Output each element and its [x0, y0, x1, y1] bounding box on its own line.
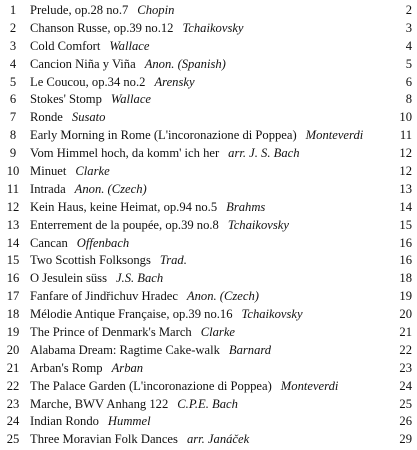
entry-number: 18	[6, 307, 20, 322]
entry-title: Mélodie Antique Française, op.39 no.16	[30, 307, 233, 322]
entry-title-group	[30, 235, 129, 253]
entry-page-number: 10	[399, 110, 412, 125]
entry-composer: Anon. (Spanish)	[144, 56, 226, 71]
entry-title-group	[30, 109, 105, 127]
entry-title: The Prince of Denmark's March	[30, 325, 192, 340]
entry-composer: Brahms	[226, 199, 266, 214]
entry-page-number: 6	[405, 74, 412, 89]
entry-number: 23	[6, 396, 20, 411]
entry-title: Ronde	[30, 110, 63, 125]
entry-title: Three Moravian Folk Dances	[30, 432, 178, 447]
entry-title-group	[30, 378, 338, 396]
toc-entry	[0, 360, 417, 378]
table-of-contents	[0, 2, 417, 449]
entry-composer: Arensky	[154, 74, 195, 89]
entry-title-group	[30, 413, 151, 431]
entry-title-group	[30, 342, 271, 360]
entry-page-number: 25	[399, 396, 412, 411]
toc-entry	[0, 396, 417, 414]
entry-title-group	[30, 2, 174, 20]
entry-title: The Palace Garden (L'incoronazione di Poppea)	[30, 378, 272, 393]
entry-title: Alabama Dream: Ragtime Cake-walk	[30, 342, 220, 357]
entry-composer: C.P.E. Bach	[177, 396, 238, 411]
entry-composer: Susato	[71, 110, 106, 125]
toc-entry	[0, 91, 417, 109]
toc-entry	[0, 270, 417, 288]
entry-composer: Tchaikovsky	[227, 217, 289, 232]
entry-page-number: 22	[399, 342, 412, 357]
toc-entry	[0, 2, 417, 20]
entry-title: Cancion Niña y Viña	[30, 56, 136, 71]
entry-composer: Clarke	[75, 164, 110, 179]
toc-entry	[0, 252, 417, 270]
toc-entry	[0, 74, 417, 92]
entry-title: Two Scottish Folksongs	[30, 253, 151, 268]
entry-composer: Hummel	[107, 414, 151, 429]
entry-title-group	[30, 270, 163, 288]
entry-number: 24	[6, 414, 20, 429]
toc-entry	[0, 181, 417, 199]
entry-title-group	[30, 74, 195, 92]
entry-title-group	[30, 91, 151, 109]
toc-entry	[0, 413, 417, 431]
entry-title: Marche, BWV Anhang 122	[30, 396, 169, 411]
entry-title-group	[30, 288, 259, 306]
toc-entry	[0, 235, 417, 253]
entry-number: 12	[6, 199, 20, 214]
entry-title: O Jesulein süss	[30, 271, 107, 286]
entry-number: 9	[9, 146, 17, 161]
entry-page-number: 11	[399, 128, 412, 143]
toc-entry	[0, 199, 417, 217]
entry-number: 15	[6, 253, 20, 268]
entry-number: 21	[6, 360, 20, 375]
entry-number: 8	[9, 128, 17, 143]
entry-page-number: 20	[399, 307, 412, 322]
entry-page-number: 23	[399, 360, 412, 375]
entry-title-group	[30, 217, 289, 235]
entry-page-number: 18	[399, 271, 412, 286]
entry-page-number: 14	[399, 199, 412, 214]
toc-entry	[0, 431, 417, 449]
entry-title: Fanfare of Jindřichuv Hradec	[30, 289, 178, 304]
entry-page-number: 16	[399, 253, 412, 268]
entry-title: Le Coucou, op.34 no.2	[30, 74, 146, 89]
entry-composer: Trad.	[159, 253, 187, 268]
entry-title: Intrada	[30, 181, 66, 196]
entry-title-group	[30, 38, 149, 56]
toc-entry	[0, 109, 417, 127]
entry-title: Minuet	[30, 164, 67, 179]
entry-number: 22	[6, 378, 20, 393]
toc-entry	[0, 378, 417, 396]
entry-title: Cold Comfort	[30, 38, 101, 53]
entry-title-group	[30, 127, 363, 145]
entry-page-number: 19	[399, 289, 412, 304]
toc-entry	[0, 217, 417, 235]
entry-title-group	[30, 252, 187, 270]
entry-number: 3	[9, 38, 17, 53]
entry-title-group	[30, 306, 303, 324]
entry-page-number: 8	[405, 92, 412, 107]
entry-page-number: 15	[399, 217, 412, 232]
entry-composer: Offenbach	[76, 235, 130, 250]
entry-title: Stokes' Stomp	[30, 92, 102, 107]
entry-title: Cancan	[30, 235, 68, 250]
entry-title: Arban's Romp	[30, 360, 103, 375]
entry-page-number: 26	[399, 414, 412, 429]
entry-number: 10	[6, 164, 20, 179]
entry-title: Chanson Russe, op.39 no.12	[30, 20, 174, 35]
entry-number: 14	[6, 235, 20, 250]
entry-number: 11	[6, 181, 20, 196]
entry-title-group	[30, 396, 238, 414]
toc-entry	[0, 145, 417, 163]
entry-page-number: 16	[399, 235, 412, 250]
entry-composer: Anon. (Czech)	[186, 289, 259, 304]
entry-composer: Wallace	[109, 38, 150, 53]
entry-title: Enterrement de la poupée, op.39 no.8	[30, 217, 219, 232]
entry-number: 25	[6, 432, 20, 447]
entry-page-number: 12	[399, 164, 412, 179]
entry-composer: Tchaikovsky	[182, 20, 244, 35]
toc-entry	[0, 288, 417, 306]
entry-title: Indian Rondo	[30, 414, 99, 429]
entry-number: 7	[9, 110, 17, 125]
entry-title-group	[30, 20, 244, 38]
entry-title-group	[30, 324, 235, 342]
toc-entry	[0, 324, 417, 342]
entry-number: 1	[9, 3, 17, 17]
entry-title-group	[30, 431, 249, 449]
entry-page-number: 12	[399, 146, 412, 161]
entry-number: 20	[6, 342, 20, 357]
toc-entry	[0, 56, 417, 74]
entry-number: 19	[6, 325, 20, 340]
entry-composer: Monteverdi	[280, 378, 339, 393]
entry-title: Kein Haus, keine Heimat, op.94 no.5	[30, 199, 218, 214]
entry-composer: Wallace	[110, 92, 152, 107]
entry-title-group	[30, 56, 226, 74]
entry-composer: Monteverdi	[305, 128, 364, 143]
entry-page-number: 4	[405, 38, 412, 53]
entry-composer: Tchaikovsky	[241, 307, 303, 322]
toc-entry	[0, 163, 417, 181]
entry-number: 17	[6, 289, 20, 304]
entry-composer: Barnard	[228, 342, 272, 357]
entry-title: Prelude, op.28 no.7	[30, 3, 129, 17]
entry-page-number: 5	[405, 56, 412, 71]
entry-composer: Arban	[111, 360, 144, 375]
entry-title-group	[30, 199, 265, 217]
entry-composer: Anon. (Czech)	[74, 181, 147, 196]
entry-number: 2	[9, 20, 17, 35]
entry-page-number: 2	[405, 3, 412, 17]
entry-composer: J.S. Bach	[115, 271, 164, 286]
entry-title-group	[30, 181, 147, 199]
entry-number: 13	[6, 217, 20, 232]
entry-composer: Clarke	[200, 325, 236, 340]
entry-number: 6	[9, 92, 17, 107]
toc-entry	[0, 20, 417, 38]
entry-number: 16	[6, 271, 20, 286]
entry-number: 4	[9, 56, 17, 71]
entry-page-number: 3	[405, 20, 412, 35]
entry-composer: Chopin	[137, 3, 175, 17]
entry-number: 5	[9, 74, 17, 89]
toc-entry	[0, 342, 417, 360]
toc-entry	[0, 38, 417, 56]
entry-title-group	[30, 163, 110, 181]
entry-page-number: 13	[399, 181, 412, 196]
entry-page-number: 24	[399, 378, 412, 393]
entry-composer: arr. J. S. Bach	[228, 146, 300, 161]
entry-page-number: 21	[399, 325, 412, 340]
entry-title: Early Morning in Rome (L'incoronazione di Poppea)	[30, 128, 297, 143]
entry-title: Vom Himmel hoch, da komm' ich her	[30, 146, 220, 161]
toc-entry	[0, 306, 417, 324]
entry-title-group	[30, 360, 143, 378]
entry-composer: arr. Janáček	[186, 432, 250, 447]
entry-page-number: 29	[399, 432, 412, 447]
entry-title-group	[30, 145, 300, 163]
toc-entry	[0, 127, 417, 145]
